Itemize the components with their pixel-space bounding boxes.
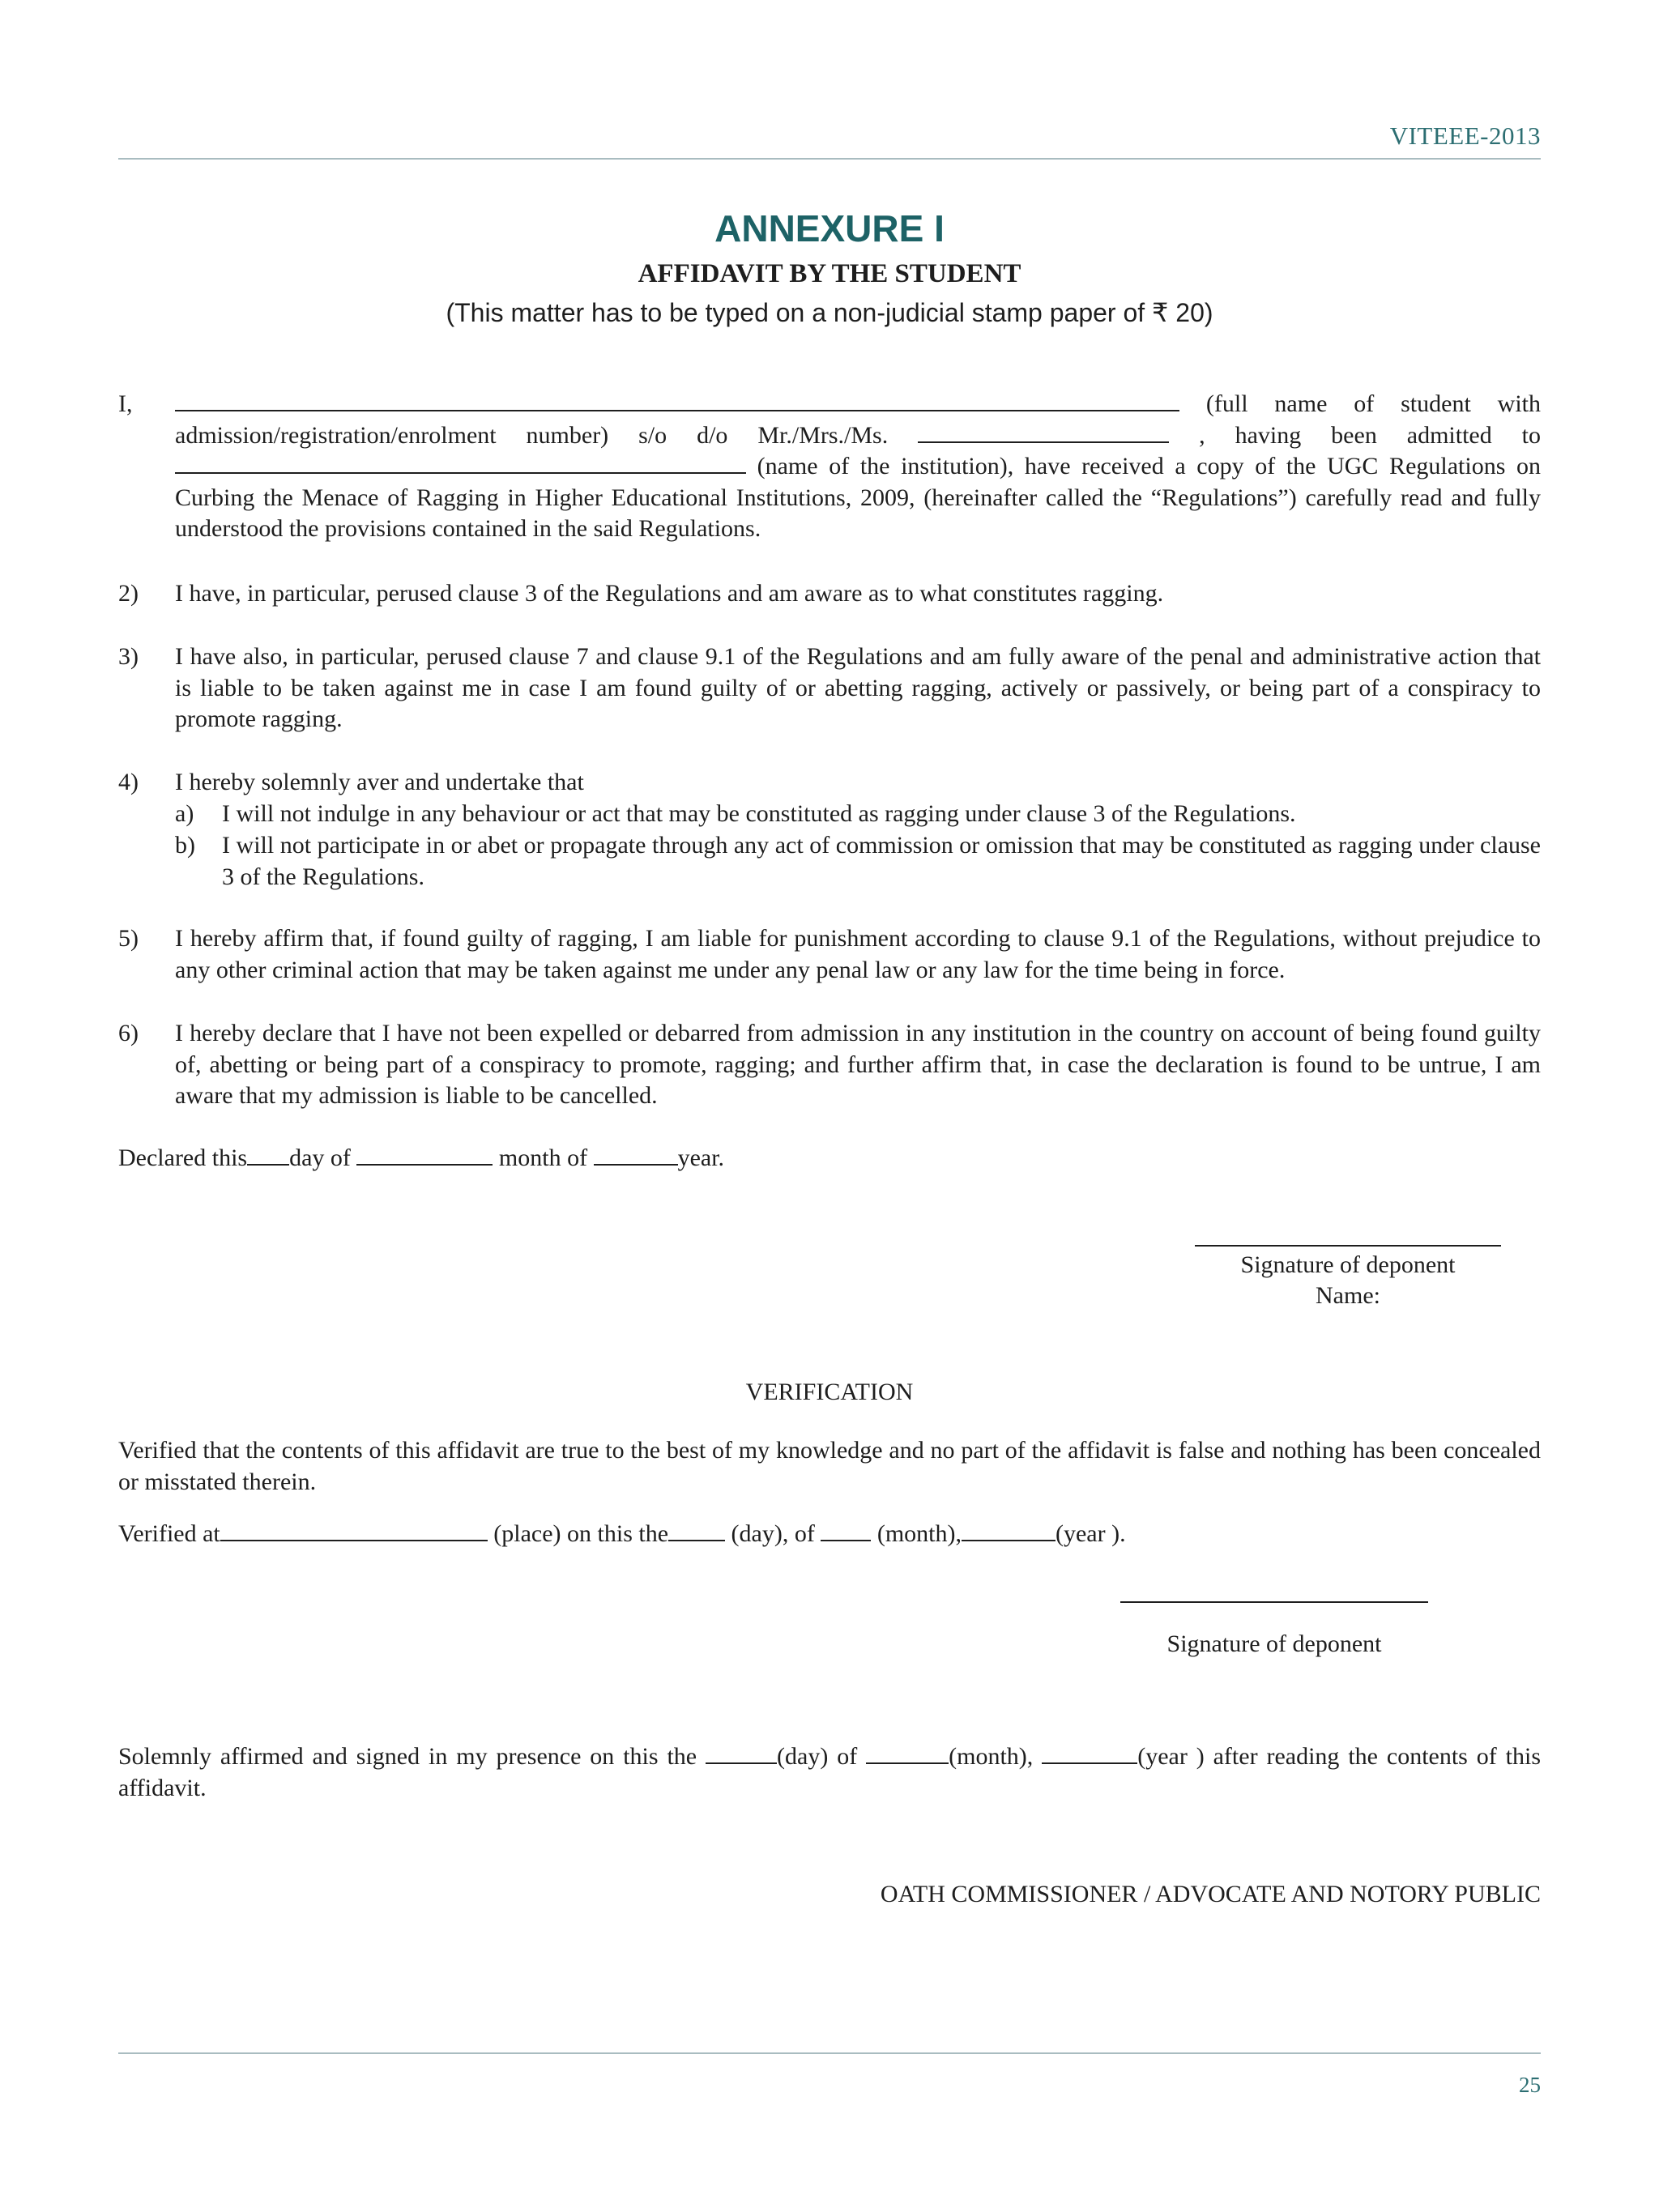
paragraph-number: 2) <box>118 580 139 607</box>
paragraph-number: I, <box>118 390 133 417</box>
signature-of-deponent-label: Signature of deponent <box>1240 1251 1456 1278</box>
solemn-text: (month), <box>949 1743 1034 1770</box>
paragraph-text: I have also, in particular, perused clause 7 and clause 9.1 of the Regulations and am fully aware of the penal and administrative action that is liable to be taken against me in case I am found guilty of or abetting ragging, actively or passively, or being part of a conspiracy to promote ragging. <box>175 643 1541 732</box>
declared-text: Declared this <box>118 1144 248 1171</box>
student-name-blank[interactable] <box>175 409 1179 411</box>
header-rule <box>118 158 1541 160</box>
declared-month-blank[interactable] <box>356 1163 493 1166</box>
declared-text: year. <box>677 1144 725 1171</box>
undertaking-item-a <box>175 799 1541 830</box>
paragraph-number: 4) <box>118 769 139 795</box>
solemn-text: (year ) after reading the contents of this affidavit. <box>118 1743 1542 1801</box>
solemn-affirmation-paragraph <box>118 1741 1541 1804</box>
signature-line[interactable] <box>1195 1245 1501 1247</box>
declared-text: day of <box>289 1144 351 1171</box>
verified-text: (month), <box>876 1520 962 1547</box>
affidavit-paragraph-6 <box>118 1018 1541 1112</box>
document-tag: VITEEE-2013 <box>1389 121 1541 150</box>
solemn-month-blank[interactable] <box>866 1762 949 1764</box>
declared-year-blank[interactable] <box>594 1163 678 1166</box>
verification-place-date-line <box>118 1520 1126 1548</box>
affidavit-paragraph-4 <box>118 767 1541 799</box>
paragraph-text: , having been admitted to <box>1199 421 1542 449</box>
signature-of-deponent-label: Signature of deponent <box>1166 1630 1382 1657</box>
item-text: I will not indulge in any behaviour or act that may be constituted as ragging under clause 3 of the Regulations. <box>222 800 1296 827</box>
paragraph-number: 6) <box>118 1020 139 1046</box>
solemn-day-blank[interactable] <box>706 1762 777 1764</box>
item-text: I will not participate in or abet or propagate through any act of commission or omission that may be constituted as ragging under clause 3 of the Regulations. <box>222 832 1541 890</box>
parent-name-blank[interactable] <box>918 441 1169 443</box>
affidavit-paragraph-5 <box>118 923 1541 986</box>
verified-year-blank[interactable] <box>962 1539 1056 1541</box>
item-label: b) <box>175 832 195 859</box>
affidavit-paragraph-1 <box>118 389 1541 545</box>
paragraph-number: 3) <box>118 643 139 670</box>
verified-text: (year ). <box>1056 1520 1126 1547</box>
declared-text: month of <box>498 1144 588 1171</box>
verified-day-blank[interactable] <box>668 1539 725 1541</box>
footer-rule <box>118 2052 1541 2054</box>
verified-place-blank[interactable] <box>220 1539 488 1541</box>
oath-commissioner-label: OATH COMMISSIONER / ADVOCATE AND NOTORY PUBLIC <box>880 1881 1541 1907</box>
affidavit-paragraph-2 <box>118 578 1541 610</box>
page-number: 25 <box>1519 2073 1541 2097</box>
solemn-text: Solemnly affirmed and signed in my presence on this the <box>118 1743 697 1770</box>
paragraph-number: 5) <box>118 925 139 952</box>
paragraph-text: I hereby affirm that, if found guilty of ragging, I am liable for punishment according to clause 9.1 of the Regulations, without prejudice to any other criminal action that may be taken against me under any penal law or any law for the time being in force. <box>175 925 1541 983</box>
verified-text: (day), of <box>731 1520 815 1547</box>
verified-month-blank[interactable] <box>821 1539 871 1541</box>
paragraph-text: I hereby declare that I have not been expelled or debarred from admission in any institution in the country on account of being found guilty of, abetting or being part of a conspiracy to promote, ragging; and further affirm that, in case the declaration is found to be untrue, I am aware that my admission is liable to be cancelled. <box>175 1020 1541 1109</box>
affidavit-subtitle: AFFIDAVIT BY THE STUDENT <box>638 259 1021 288</box>
verified-text: (place) on this the <box>493 1520 669 1547</box>
deponent-name-label: Name: <box>1316 1282 1380 1309</box>
paragraph-text: I hereby solemnly aver and undertake that <box>175 769 584 795</box>
verification-heading: VERIFICATION <box>745 1379 914 1405</box>
declared-day-blank[interactable] <box>247 1163 289 1166</box>
paragraph-text: (name of the institution), have received a copy of the UGC Regulations on Curbing the Menace of Ragging in Higher Educational Institutions, 2009, (hereinafter called the “Regulations”) carefully read and fully understood the provisions contained in the said Regulations. <box>175 453 1542 542</box>
item-label: a) <box>175 800 194 827</box>
signature-line[interactable] <box>1120 1601 1428 1603</box>
verification-text: Verified that the contents of this affidavit are true to the best of my knowledge and no part of the affidavit is false and nothing has been concealed or misstated therein. <box>118 1437 1541 1495</box>
annexure-title: ANNEXURE I <box>714 207 945 249</box>
institution-name-blank[interactable] <box>175 471 746 474</box>
verified-text: Verified at <box>118 1520 220 1547</box>
affidavit-paragraph-3 <box>118 641 1541 735</box>
stamp-paper-note: (This matter has to be typed on a non-judicial stamp paper of ₹ 20) <box>446 298 1213 327</box>
declaration-date-line <box>118 1144 724 1172</box>
paragraph-text: I have, in particular, perused clause 3 of the Regulations and am aware as to what constitutes ragging. <box>175 580 1164 607</box>
undertaking-item-b <box>175 830 1541 893</box>
solemn-text: (day) of <box>777 1743 858 1770</box>
solemn-year-blank[interactable] <box>1042 1762 1137 1764</box>
paragraph-text: (full name of student with admission/registration/enrolment number) s/o d/o Mr./Mrs./Ms. <box>175 390 1542 449</box>
